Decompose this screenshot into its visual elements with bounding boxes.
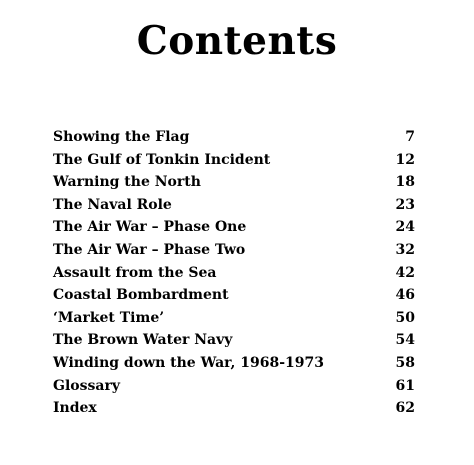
toc-entry — [53, 352, 415, 375]
toc-entry — [53, 284, 415, 307]
toc-entry-title: The Air War – Phase One — [53, 219, 247, 236]
toc-entry-page: 24 — [395, 219, 415, 236]
toc-entry-page: 54 — [395, 332, 415, 349]
toc-entry-title: Assault from the Sea — [53, 264, 217, 281]
toc-entry-title: Index — [53, 400, 97, 417]
toc-entry — [53, 397, 415, 420]
toc-entry-page: 50 — [395, 309, 415, 326]
toc-entry — [53, 375, 415, 398]
toc-entry-page: 62 — [395, 400, 415, 417]
toc-entry-title: ‘Market Time’ — [53, 309, 165, 326]
toc-entry-page: 46 — [395, 287, 415, 304]
table-of-contents — [53, 126, 415, 420]
toc-entry-page: 7 — [405, 129, 415, 145]
toc-entry-title: The Brown Water Navy — [53, 332, 233, 349]
toc-entry-title: Winding down the War, 1968-1973 — [53, 354, 325, 371]
toc-entry — [53, 149, 415, 172]
toc-entry — [53, 216, 415, 239]
toc-entry-title: Showing the Flag — [53, 129, 190, 145]
toc-entry-page: 61 — [395, 377, 415, 394]
toc-entry — [53, 194, 415, 217]
toc-entry-page: 32 — [395, 241, 415, 258]
toc-entry-title: Warning the North — [53, 174, 201, 191]
toc-entry — [53, 329, 415, 352]
toc-entry-page: 58 — [395, 354, 415, 371]
toc-entry-title: Glossary — [53, 377, 120, 394]
toc-entry-page: 18 — [395, 174, 415, 191]
toc-entry-title: The Naval Role — [53, 196, 172, 213]
toc-entry — [53, 171, 415, 194]
toc-entry-page: 12 — [395, 151, 415, 168]
toc-entry — [53, 239, 415, 262]
toc-entry — [53, 262, 415, 285]
toc-entry-page: 23 — [395, 196, 415, 213]
toc-entry-title: The Air War – Phase Two — [53, 241, 246, 258]
toc-entry-title: Coastal Bombardment — [53, 287, 229, 304]
toc-entry-title: The Gulf of Tonkin Incident — [53, 151, 271, 168]
toc-entry — [53, 307, 415, 330]
toc-entry — [53, 126, 415, 149]
page-title: Contents — [136, 18, 338, 64]
toc-entry-page: 42 — [395, 264, 415, 281]
